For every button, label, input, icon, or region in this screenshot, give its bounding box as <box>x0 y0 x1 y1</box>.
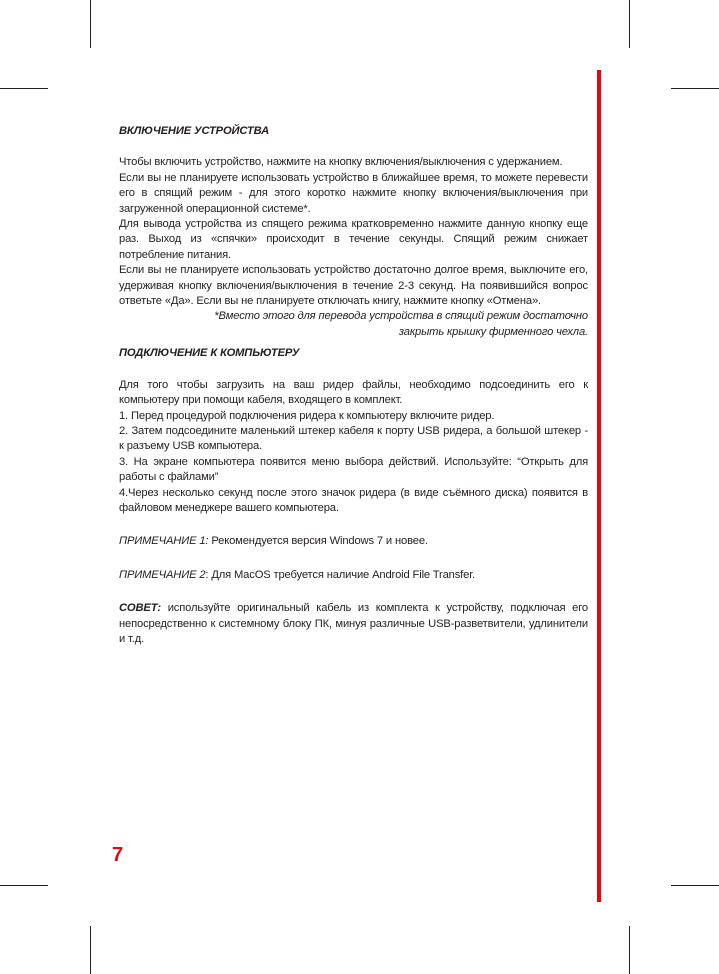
note-2 <box>119 568 588 583</box>
note-1 <box>119 534 588 549</box>
crop-mark <box>629 0 630 48</box>
crop-mark <box>671 88 719 89</box>
list-item: 3. На экране компьютера появится меню выбора действий. Используйте: “Открыть для работы с файлами” <box>119 455 588 484</box>
crop-mark <box>0 885 48 886</box>
tip-label: СОВЕТ: <box>119 602 161 615</box>
crop-mark <box>90 0 91 48</box>
paragraph: Если вы не планируете использовать устройство в ближайшее время, то можете перевести его в спящий режим - для этого коротко нажмите кнопку включения/выключения при загруженной операционной системе*. <box>119 171 588 215</box>
paragraph: Чтобы включить устройство, нажмите на кнопку включения/выключения с удержанием. <box>119 156 563 169</box>
list-item: 1. Перед процедурой подключения ридера к компьютеру включите ридер. <box>119 409 495 422</box>
tip-text: используйте оригинальный кабель из комплекта к устройству, подключая его непосредственно к системному блоку ПК, минуя различные USB-разветвители, удлинители и т.д. <box>119 602 588 645</box>
accent-side-bar <box>597 70 601 902</box>
crop-mark <box>90 926 91 974</box>
paragraph: Если вы не планируете использовать устройство достаточно долгое время, выключите его, удерживая кнопку включения/выключения в течение 2-3 секунд. На появившийся вопрос ответьте «Да». Если вы не планируете отключать книгу, нажмите кнопку «Отмена». <box>119 264 588 308</box>
page-content <box>119 124 588 647</box>
crop-mark <box>629 926 630 974</box>
list-item: 4.Через несколько секунд после этого значок ридера (в виде съёмного диска) появится в файловом менеджере вашего компьютера. <box>119 486 588 514</box>
list-item: 2. Затем подсоедините маленький штекер кабеля к порту USB ридера, а большой штекер - к разъему USB компьютера. <box>119 424 588 453</box>
paragraph: Для вывода устройства из спящего режима кратковременно нажмите данную кнопку еще раз. Выход из «спячки» происходит в течение секунды. Спящий режим снижает потребление питания. <box>119 218 588 261</box>
note-1-label: ПРИМЕЧАНИЕ 1: <box>119 535 209 548</box>
footnote-text: *Вместо этого для перевода устройства в спящий режим достаточно закрыть крышку фирменного чехла. <box>214 310 588 338</box>
paragraph: Для того чтобы загрузить на ваш ридер файлы, необходимо подсоединить его к компьютеру при помощи кабеля, входящего в комплект. <box>119 378 588 407</box>
crop-mark <box>671 885 719 886</box>
note-1-text: Рекомендуется версия Windows 7 и новее. <box>208 535 428 548</box>
note-2-label: ПРИМЕЧАНИЕ 2 <box>119 568 206 581</box>
section-title-connect: ПОДКЛЮЧЕНИЕ К КОМПЬЮТЕРУ <box>119 347 300 360</box>
footnote <box>119 309 588 340</box>
tip <box>119 601 588 647</box>
crop-mark <box>0 88 48 89</box>
section-title-power-on: ВКЛЮЧЕНИЕ УСТРОЙСТВА <box>119 125 270 137</box>
note-2-text: : Для MacOS требуется наличие Android File Transfer. <box>205 568 476 581</box>
page-number: 7 <box>112 844 124 866</box>
